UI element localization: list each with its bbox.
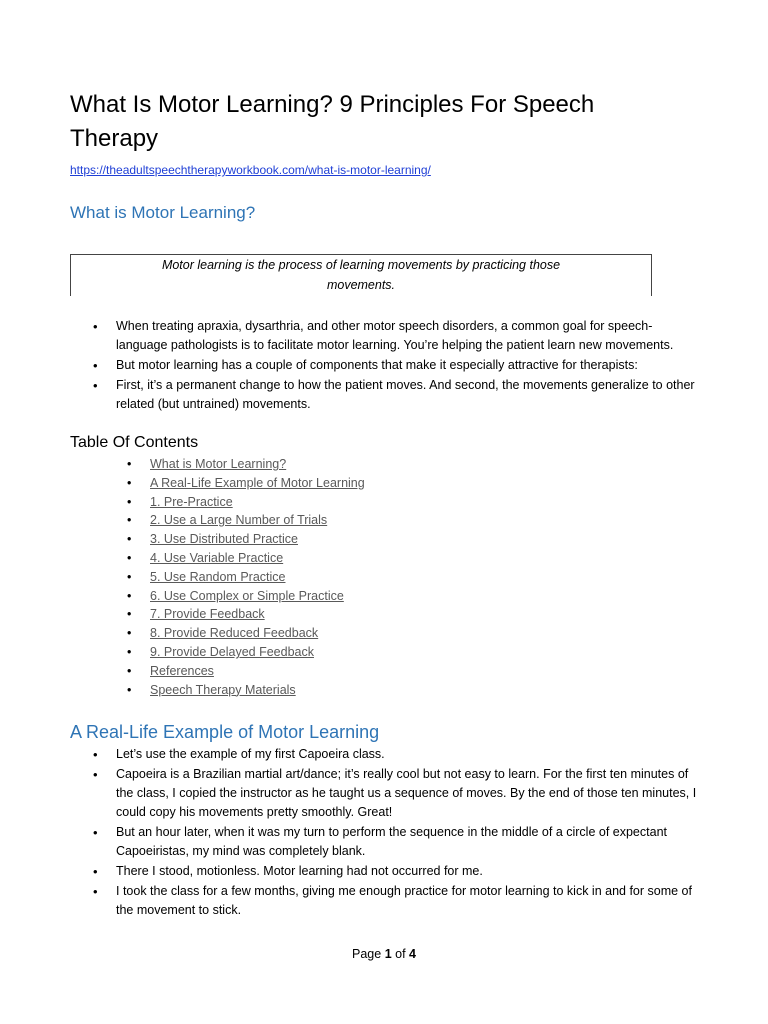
total-page-count: 4 [409, 947, 416, 961]
toc-link[interactable]: 3. Use Distributed Practice [150, 532, 298, 547]
toc-item [70, 474, 365, 493]
toc-item [70, 587, 365, 606]
page-footer [0, 947, 768, 961]
toc-item [70, 455, 365, 474]
list-item: • Capoeira is a Brazilian martial art/dance; it’s really cool but not easy to learn. For the first ten minutes of the class, I copied the instructor as he taught us a sequence of moves. By the end of those ten minutes, I could copy his movements pretty smoothly. Great! [70, 765, 700, 822]
toc-item [70, 549, 365, 568]
toc-link[interactable]: 1. Pre-Practice [150, 494, 233, 509]
toc-link[interactable]: 8. Provide Reduced Feedback [150, 626, 319, 641]
toc-link[interactable]: 9. Provide Delayed Feedback [150, 644, 314, 659]
footer-of-word: of [391, 947, 410, 961]
toc-link[interactable]: References [150, 663, 214, 678]
toc-link[interactable]: 7. Provide Feedback [150, 607, 265, 622]
generalize-phrase: the movements generalize [502, 378, 649, 392]
toc-item [70, 605, 365, 624]
table-of-contents [70, 455, 365, 699]
list-item: • I took the class for a few months, giving me enough practice for motor learning to kick in and for some of the movement to stick. [70, 882, 700, 920]
page-title: What Is Motor Learning? 9 Principles For Speech Therapy [70, 91, 595, 152]
toc-link[interactable]: 6. Use Complex or Simple Practice [150, 588, 344, 603]
toc-link[interactable]: 2. Use a Large Number of Trials [150, 513, 328, 528]
current-page-number: 1 [384, 947, 392, 961]
list-item: • But motor learning has a couple of components that make it especially attractive for therapists: [70, 356, 700, 375]
toc-link[interactable]: What is Motor Learning? [150, 457, 287, 471]
list-item: • When treating apraxia, dysarthria, and other motor speech disorders, a common goal for speech-language pathologists is to facilitate motor learning. You’re helping the patient learn new movements. [70, 317, 700, 355]
toc-item [70, 511, 365, 530]
toc-item [70, 643, 365, 662]
source-link[interactable]: https://theadultspeechtherapyworkbook.com/what-is-motor-learning/ [70, 163, 431, 177]
list-item: • There I stood, motionless. Motor learning had not occurred for me. [70, 862, 700, 881]
bullet-text: to how the patient moves. And second, [280, 378, 503, 392]
toc-item [70, 662, 365, 681]
bullet-text: First, it’s a [116, 378, 177, 392]
toc-item [70, 530, 365, 549]
footer-page-word: Page [352, 947, 385, 961]
section-heading-real-life-example: A Real-Life Example of Motor Learning [70, 722, 380, 742]
toc-item [70, 681, 365, 700]
toc-link[interactable]: 5. Use Random Practice [150, 569, 286, 584]
toc-link[interactable]: A Real-Life Example of Motor Learning [150, 475, 365, 490]
toc-title: Table Of Contents [70, 434, 199, 451]
example-bullet-list [70, 745, 700, 921]
toc-item [70, 493, 365, 512]
definition-text: Motor learning is the process of learning movements by practicing those movements. [161, 258, 561, 292]
list-item: • Let’s use the example of my first Capoeira class. [70, 745, 700, 764]
list-item [70, 376, 700, 414]
intro-bullet-list [70, 317, 700, 415]
section-heading-what-is-motor-learning: What is Motor Learning? [70, 203, 256, 222]
toc-link[interactable]: Speech Therapy Materials [150, 682, 296, 697]
toc-item [70, 624, 365, 643]
toc-item [70, 568, 365, 587]
definition-callout [70, 254, 652, 296]
bullet-text: to other related (but untrained) movements. [116, 378, 695, 411]
toc-link[interactable]: 4. Use Variable Practice [150, 550, 284, 565]
list-item: • But an hour later, when it was my turn to perform the sequence in the middle of a circle of expectant Capoeiristas, my mind was completely blank. [70, 823, 700, 861]
permanent-change-phrase: permanent change [176, 378, 281, 392]
